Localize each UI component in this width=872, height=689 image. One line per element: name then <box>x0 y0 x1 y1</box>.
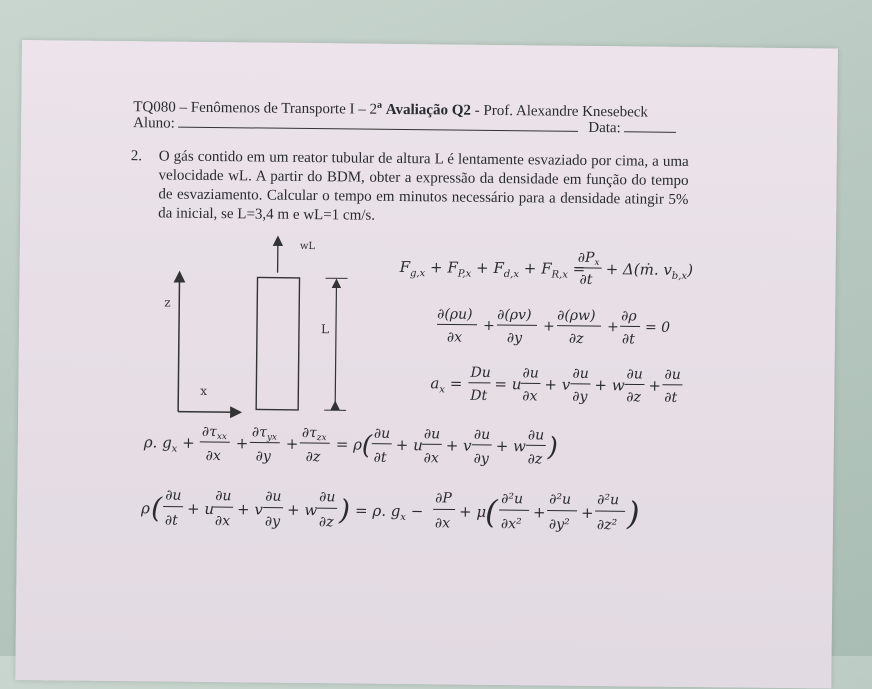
svg-text:+: + <box>648 377 661 395</box>
svg-text:(: ( <box>151 491 163 524</box>
question-2 <box>131 147 691 153</box>
svg-text:∂t: ∂t <box>622 331 635 347</box>
question-text: O gás contido em um reator tubular de altura L é lentamente esvaziado por cima, a uma velocidade wL. A partir do BDM, obter a expressão da densidade em função do tempo de esvaziamento. Calcular o tempo em minutos necessário para a densidade atingir 5% da inicial, se L=3,4 m e wL=1 cm/s. <box>158 147 689 229</box>
svg-text:∂Px: $\partial P_x$ <box>578 250 600 268</box>
svg-text:+ w: + w <box>287 501 318 519</box>
svg-text:∂ρ: ∂ρ <box>621 308 637 324</box>
z-axis-label: z <box>164 296 170 310</box>
exam-sheet <box>15 40 838 689</box>
aluno-label: Aluno: <box>133 115 175 131</box>
svg-text:∂u: ∂u <box>374 426 390 442</box>
svg-text:∂u: ∂u <box>319 489 335 505</box>
svg-text:∂x: ∂x <box>215 513 230 529</box>
svg-text:∂τyx: $\partial\tau_{yx}$ <box>252 424 277 442</box>
svg-text:∂t: ∂t <box>579 272 592 288</box>
svg-text:∂²u: ∂²u <box>597 492 619 508</box>
svg-text:∂u: ∂u <box>424 426 440 442</box>
svg-text:∂z: ∂z <box>528 451 543 467</box>
svg-text:∂y: ∂y <box>474 451 490 467</box>
svg-text:= ρ. gx −: = ρ. $g_x$ − <box>355 502 423 524</box>
aluno-blank <box>179 127 579 132</box>
equation-force-balance <box>399 244 709 291</box>
svg-text:+ w: + w <box>496 437 527 455</box>
svg-text:+: + <box>236 434 249 452</box>
svg-text:∂u: ∂u <box>265 489 281 505</box>
svg-text:∂(ρv): ∂(ρv) <box>497 307 531 323</box>
velocity-label: wL <box>300 241 316 252</box>
svg-text:+: + <box>581 504 594 522</box>
svg-text:∂z: ∂z <box>569 331 584 347</box>
svg-text:∂y: ∂y <box>572 389 588 405</box>
equation-continuity <box>437 302 687 351</box>
svg-text:∂y²: ∂y² <box>549 517 570 533</box>
svg-text:∂u: ∂u <box>522 365 538 381</box>
svg-text:ax =: $a_x$ = <box>430 374 462 395</box>
professor-name: - Prof. Alexandre Knesebeck <box>475 103 648 121</box>
equation-navier-stokes <box>141 479 662 540</box>
svg-text:∂u: ∂u <box>664 367 680 383</box>
svg-text:(: ( <box>362 431 373 461</box>
svg-text:+ w: + w <box>594 376 625 394</box>
svg-text:∂u: ∂u <box>528 427 544 443</box>
svg-text:+ Δ(ṁ. vb,x): + Δ(ṁ. $v_{b,x}$) <box>606 260 694 282</box>
svg-text:∂y: ∂y <box>265 514 281 530</box>
svg-text:∂u: ∂u <box>572 366 588 382</box>
data-label: Data: <box>588 120 621 136</box>
svg-text:∂(ρu): ∂(ρu) <box>437 306 473 322</box>
reactor-diagram <box>148 231 360 423</box>
svg-text:∂x: ∂x <box>522 388 537 404</box>
svg-text:∂x: ∂x <box>435 515 450 531</box>
svg-text:∂(ρw): ∂(ρw) <box>557 308 596 324</box>
svg-text:∂τxx: $\partial\tau_{xx}$ <box>202 424 227 442</box>
exam-ordinal: a <box>377 100 382 111</box>
course-title: TQ080 – Fenômenos de Transporte I – 2 <box>133 99 377 118</box>
z-axis-line <box>178 277 179 412</box>
svg-text:ρ. gx +: ρ. $g_x$ + <box>144 433 195 455</box>
svg-text:Du: Du <box>469 365 490 381</box>
svg-text:+: + <box>286 435 299 453</box>
svg-text:∂z²: ∂z² <box>597 517 618 533</box>
svg-text:= ρ: = ρ <box>336 435 363 453</box>
svg-text:∂z: ∂z <box>306 449 321 465</box>
svg-text:+ v: + v <box>544 375 571 393</box>
svg-text:): ) <box>547 433 558 463</box>
svg-text:∂x: ∂x <box>424 450 439 466</box>
svg-text:∂t: ∂t <box>664 390 677 406</box>
svg-text:∂t: ∂t <box>165 513 178 529</box>
svg-text:∂²u: ∂²u <box>501 491 523 507</box>
equation-acceleration <box>430 360 700 409</box>
equation-cauchy <box>144 417 604 472</box>
svg-text:∂x²: ∂x² <box>501 516 522 532</box>
svg-text:ρ: ρ <box>141 499 150 517</box>
svg-text:∂x: ∂x <box>206 448 221 464</box>
data-blank <box>624 131 676 133</box>
svg-text:+ u: + u <box>187 500 214 518</box>
svg-text:+ u: + u <box>396 436 423 454</box>
exam-name: Avaliação Q2 <box>386 102 471 119</box>
svg-text:Dt: Dt <box>469 388 487 404</box>
svg-text:= u: = u <box>494 375 521 393</box>
x-axis-label: x <box>200 384 207 398</box>
svg-text:∂z: ∂z <box>319 514 334 530</box>
svg-text:= 0: = 0 <box>645 320 670 336</box>
svg-text:∂P: ∂P <box>435 490 452 506</box>
x-axis-line <box>178 412 236 413</box>
svg-text:(: ( <box>485 493 499 531</box>
svg-text:+: + <box>607 319 619 335</box>
svg-text:∂y: ∂y <box>507 330 523 346</box>
svg-text:+ μ: + μ <box>459 503 486 521</box>
svg-text:∂u: ∂u <box>474 427 490 443</box>
svg-text:+ v: + v <box>446 436 473 454</box>
reactor-tube <box>256 277 299 409</box>
svg-text:∂u: ∂u <box>165 488 181 504</box>
svg-text:∂u: ∂u <box>215 488 231 504</box>
svg-text:∂x: ∂x <box>447 329 462 345</box>
svg-text:+ v: + v <box>237 500 264 518</box>
svg-text:): ) <box>626 494 640 532</box>
svg-text:): ) <box>338 493 350 526</box>
svg-text:∂t: ∂t <box>374 450 387 466</box>
svg-text:∂²u: ∂²u <box>549 492 571 508</box>
svg-text:∂y: ∂y <box>256 448 272 464</box>
svg-text:+: + <box>483 318 495 334</box>
svg-text:∂z: ∂z <box>626 389 641 405</box>
question-number: 2. <box>131 147 142 166</box>
svg-text:∂u: ∂u <box>626 366 642 382</box>
svg-text:+: + <box>533 503 546 521</box>
height-dimension <box>335 283 336 405</box>
height-label: L <box>321 322 329 336</box>
svg-text:Fg,x + FP,x + Fd,x + FR,x =: $F_{g,x} + F_{P,x} + F_{d,x} + F_{R,x}$ = <box>399 258 585 281</box>
svg-text:+: + <box>543 318 555 334</box>
svg-text:∂τzx: $\partial\tau_{zx}$ <box>302 425 327 443</box>
